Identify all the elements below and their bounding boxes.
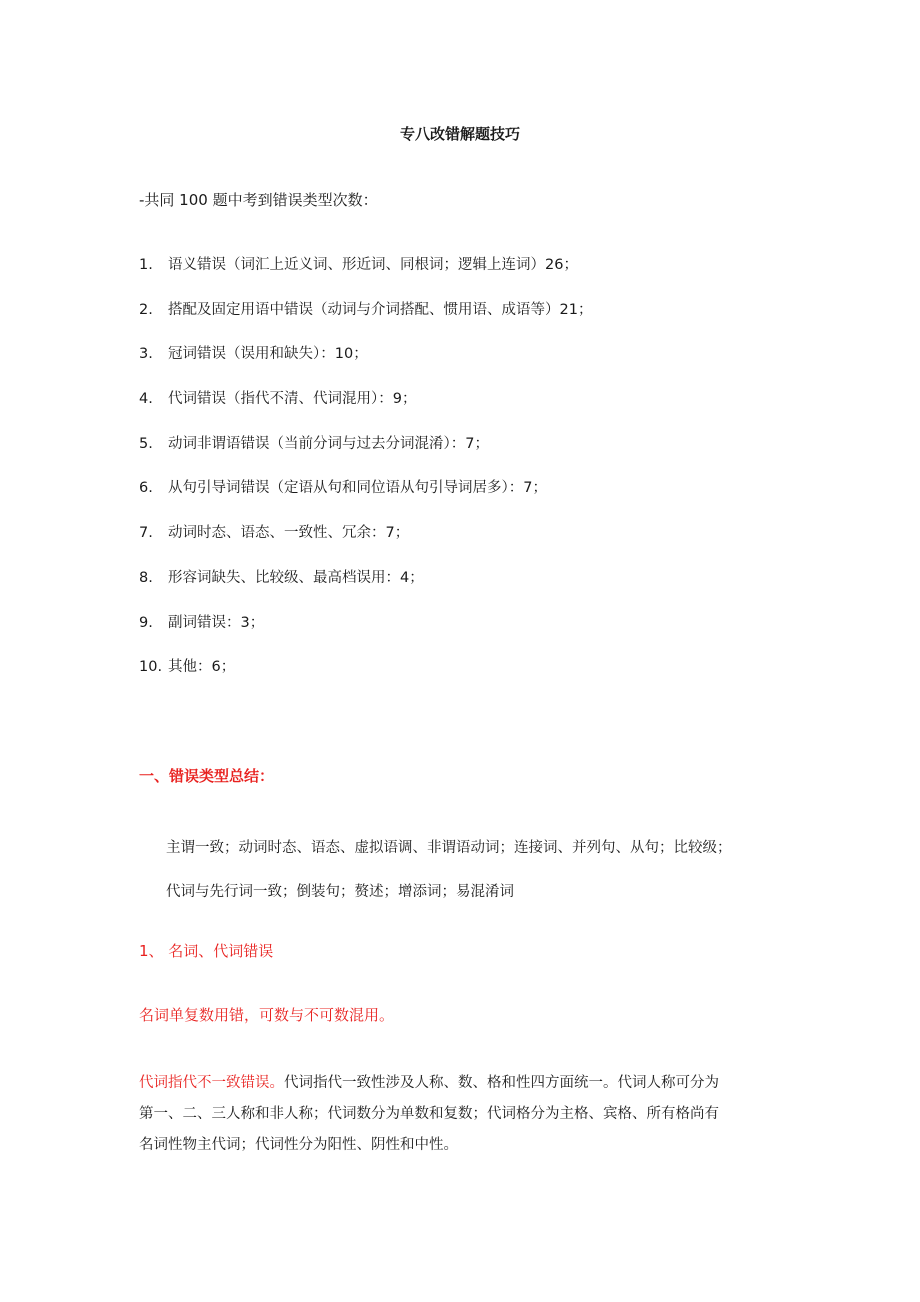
list-text: 动词时态、语态、一致性、冗余：7； bbox=[168, 525, 410, 542]
document-title: 专八改错解题技巧 bbox=[399, 125, 520, 143]
list-text: 动词非谓语错误（当前分词与过去分词混淆）：7； bbox=[168, 435, 489, 452]
list-number: 7. bbox=[139, 525, 153, 542]
list-text: 从句引导词错误（定语从句和同位语从句引导词居多）：7； bbox=[168, 480, 547, 497]
list-item bbox=[139, 566, 592, 611]
list-item bbox=[139, 476, 592, 521]
list-text: 语义错误（词汇上近义词、形近词、同根词；逻辑上连词）26； bbox=[168, 257, 578, 273]
list-item bbox=[139, 655, 592, 700]
list-text: 副词错误：3； bbox=[168, 614, 265, 631]
list-item bbox=[139, 432, 592, 477]
list-number: 9. bbox=[139, 614, 153, 631]
section-heading: 一、错误类型总结： bbox=[139, 767, 275, 785]
paragraph-line: 第一、二、三人称和非人称；代词数分为单数和复数；代词格分为主格、宾格、所有格尚有 bbox=[139, 1106, 719, 1122]
list-number: 5. bbox=[139, 435, 153, 452]
list-number: 4. bbox=[139, 391, 153, 408]
list-text: 冠词错误（误用和缺失）：10； bbox=[168, 346, 368, 363]
list-text: 形容词缺失、比较级、最高档误用：4； bbox=[168, 569, 424, 586]
pronoun-paragraph bbox=[139, 1068, 784, 1161]
list-text: 代词错误（指代不清、代词混用）：9； bbox=[168, 391, 417, 408]
error-count-list bbox=[139, 253, 592, 700]
list-item bbox=[139, 611, 592, 656]
intro-line: -共同 100 题中考到错误类型次数： bbox=[139, 191, 378, 209]
summary-line: 主谓一致；动词时态、语态、虚拟语调、非谓语动词；连接词、并列句、从句；比较级； bbox=[166, 840, 732, 856]
list-number: 3. bbox=[139, 346, 153, 363]
list-number: 2. bbox=[139, 301, 153, 318]
list-number: 1. bbox=[139, 257, 153, 273]
list-item bbox=[139, 342, 592, 387]
summary-line: 代词与先行词一致；倒装句；赘述；增添词；易混淆词 bbox=[166, 884, 514, 900]
summary-block bbox=[166, 826, 806, 914]
paragraph-line bbox=[139, 1068, 784, 1099]
pronoun-lead: 代词指代不一致错误。 bbox=[139, 1075, 284, 1091]
noun-error-line: 名词单复数用错，可数与不可数混用。 bbox=[139, 1006, 395, 1024]
list-number: 8. bbox=[139, 569, 153, 586]
list-item bbox=[139, 253, 592, 298]
list-text: 其他：6； bbox=[168, 659, 236, 676]
list-item bbox=[139, 298, 592, 343]
paragraph-text: 代词指代一致性涉及人称、数、格和性四方面统一。代词人称可分为 bbox=[284, 1075, 719, 1091]
list-text: 搭配及固定用语中错误（动词与介词搭配、惯用语、成语等）21； bbox=[168, 301, 593, 318]
list-item bbox=[139, 521, 592, 566]
sub-heading: 1、 名词、代词错误 bbox=[139, 942, 274, 960]
list-number: 6. bbox=[139, 480, 153, 497]
paragraph-line: 名词性物主代词；代词性分为阳性、阴性和中性。 bbox=[139, 1137, 458, 1153]
list-item bbox=[139, 387, 592, 432]
list-number: 10. bbox=[139, 659, 163, 676]
